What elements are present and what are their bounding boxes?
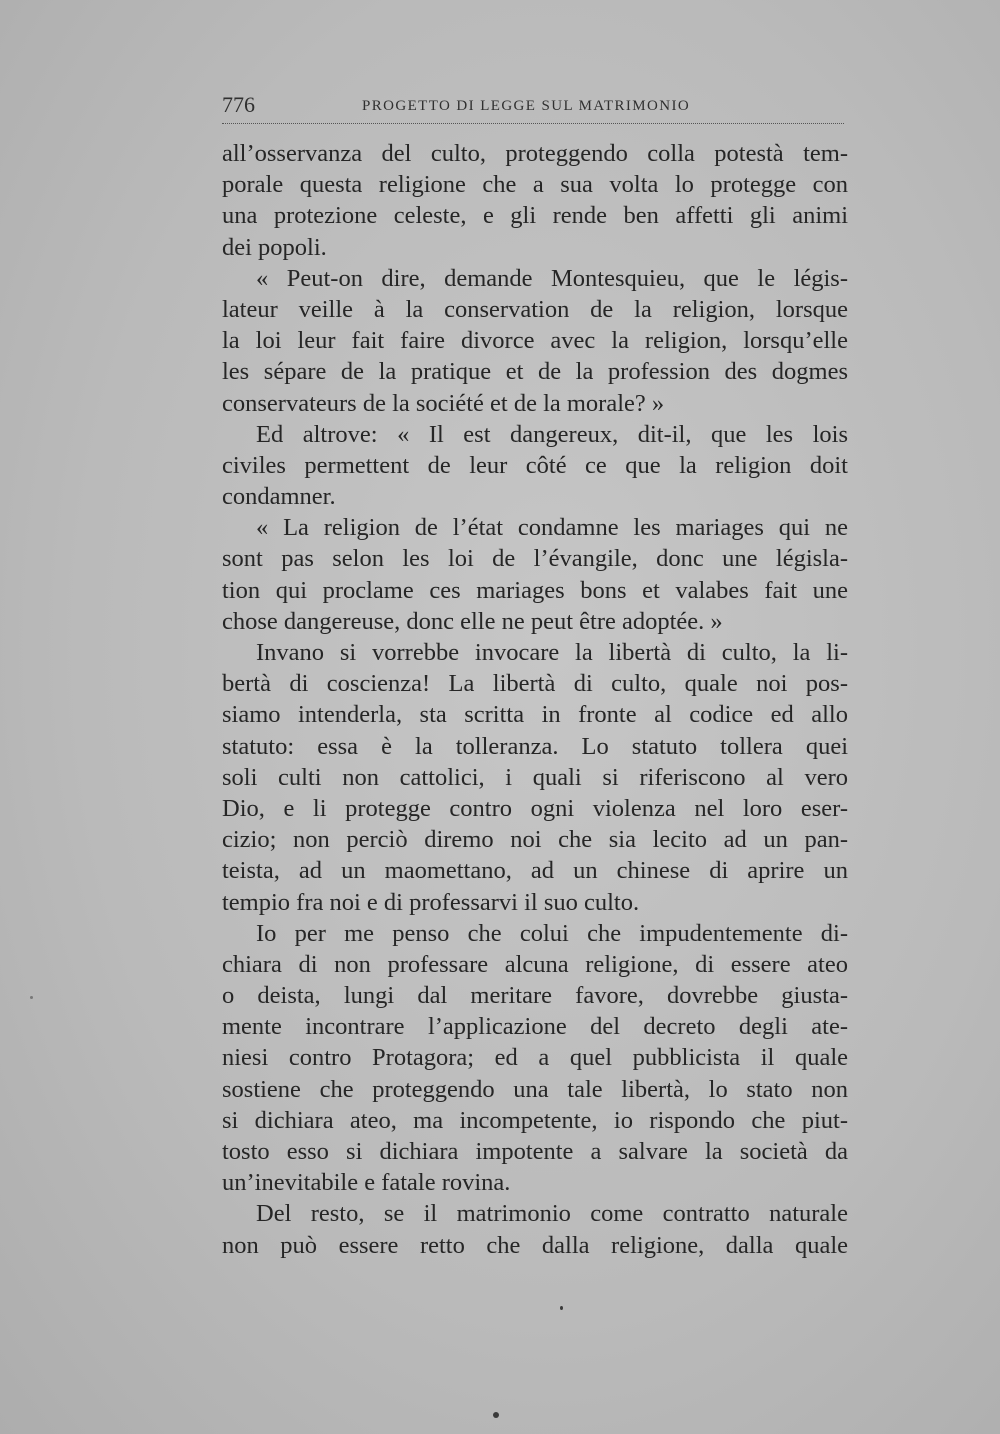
text-line: tion qui proclame ces mariages bons et valabes fait une — [222, 576, 848, 604]
text-line: porale questa religione che a sua volta lo protegge con — [222, 171, 848, 199]
body-text — [222, 138, 848, 1261]
text-line: niesi contro Protagora; ed a quel pubblicista il quale — [222, 1044, 848, 1072]
text-line: si dichiara ateo, ma incompetente, io rispondo che piut- — [222, 1106, 848, 1134]
text-line: conservateurs de la société et de la morale? » — [222, 389, 665, 417]
text-line: Io per me penso che colui che impudentemente di- — [256, 919, 848, 947]
text-line: bertà di coscienza! La libertà di culto, quale noi pos- — [222, 670, 848, 698]
text-line: chiara di non professare alcuna religione, di essere ateo — [222, 950, 848, 978]
text-line: « La religion de l’état condamne les mariages qui ne — [256, 514, 848, 542]
text-line: siamo intenderla, sta scritta in fronte al codice ed allo — [222, 701, 848, 729]
text-line: un’inevitabile e fatale rovina. — [222, 1169, 511, 1197]
running-head — [222, 92, 844, 126]
text-line: Dio, e li protegge contro ogni violenza nel loro eser- — [222, 794, 848, 822]
text-line: lateur veille à la conservation de la religion, lorsque — [222, 295, 848, 323]
text-line: teista, ad un maomettano, ad un chinese di aprire un — [222, 857, 848, 885]
text-line: non può essere retto che dalla religione, dalla quale — [222, 1231, 848, 1259]
text-line: cizio; non perciò diremo noi che sia lecito ad un pan- — [222, 826, 848, 854]
text-line: o deista, lungi dal meritare favore, dovrebbe giusta- — [222, 982, 848, 1010]
text-line: tempio fra noi e di professarvi il suo culto. — [222, 888, 640, 916]
text-line: Invano si vorrebbe invocare la libertà di culto, la li- — [256, 639, 848, 666]
text-line: una protezione celeste, e gli rende ben affetti gli animi — [222, 202, 848, 230]
text-line: les sépare de la pratique et de la profession des dogmes — [222, 358, 848, 386]
text-line: chose dangereuse, donc elle ne peut être adoptée. » — [222, 607, 723, 635]
running-title: PROGETTO DI LEGGE SUL MATRIMONIO — [362, 98, 691, 114]
header-divider — [222, 123, 844, 124]
paper-speck — [560, 1306, 563, 1310]
text-line: sont pas selon les loi de l’évangile, donc une législa- — [222, 545, 848, 573]
paper-speck — [493, 1412, 499, 1418]
text-line: mente incontrare l’applicazione del decreto degli ate- — [222, 1013, 848, 1041]
text-line: all’osservanza del culto, proteggendo colla potestà tem- — [222, 140, 848, 167]
text-line: la loi leur fait faire divorce avec la religion, lorsqu’elle — [222, 327, 848, 355]
text-line: tosto esso si dichiara impotente a salvare la società da — [222, 1138, 848, 1165]
text-line: dei popoli. — [222, 233, 327, 261]
text-line: civiles permettent de leur côté ce que la religion doit — [222, 451, 848, 479]
text-line: soli culti non cattolici, i quali si riferiscono al vero — [222, 763, 848, 791]
text-line: Ed altrove: « Il est dangereux, dit-il, que les lois — [256, 420, 848, 448]
text-line: Del resto, se il matrimonio come contratto naturale — [256, 1200, 848, 1228]
page-number: 776 — [222, 92, 255, 117]
text-line: « Peut-on dire, demande Montesquieu, que le légis- — [256, 264, 848, 292]
paper-speck — [30, 996, 33, 999]
text-line: condamner. — [222, 483, 336, 511]
text-line: statuto: essa è la tolleranza. Lo statuto tollera quei — [222, 732, 848, 760]
text-line: sostiene che proteggendo una tale libertà, lo stato non — [222, 1075, 848, 1103]
